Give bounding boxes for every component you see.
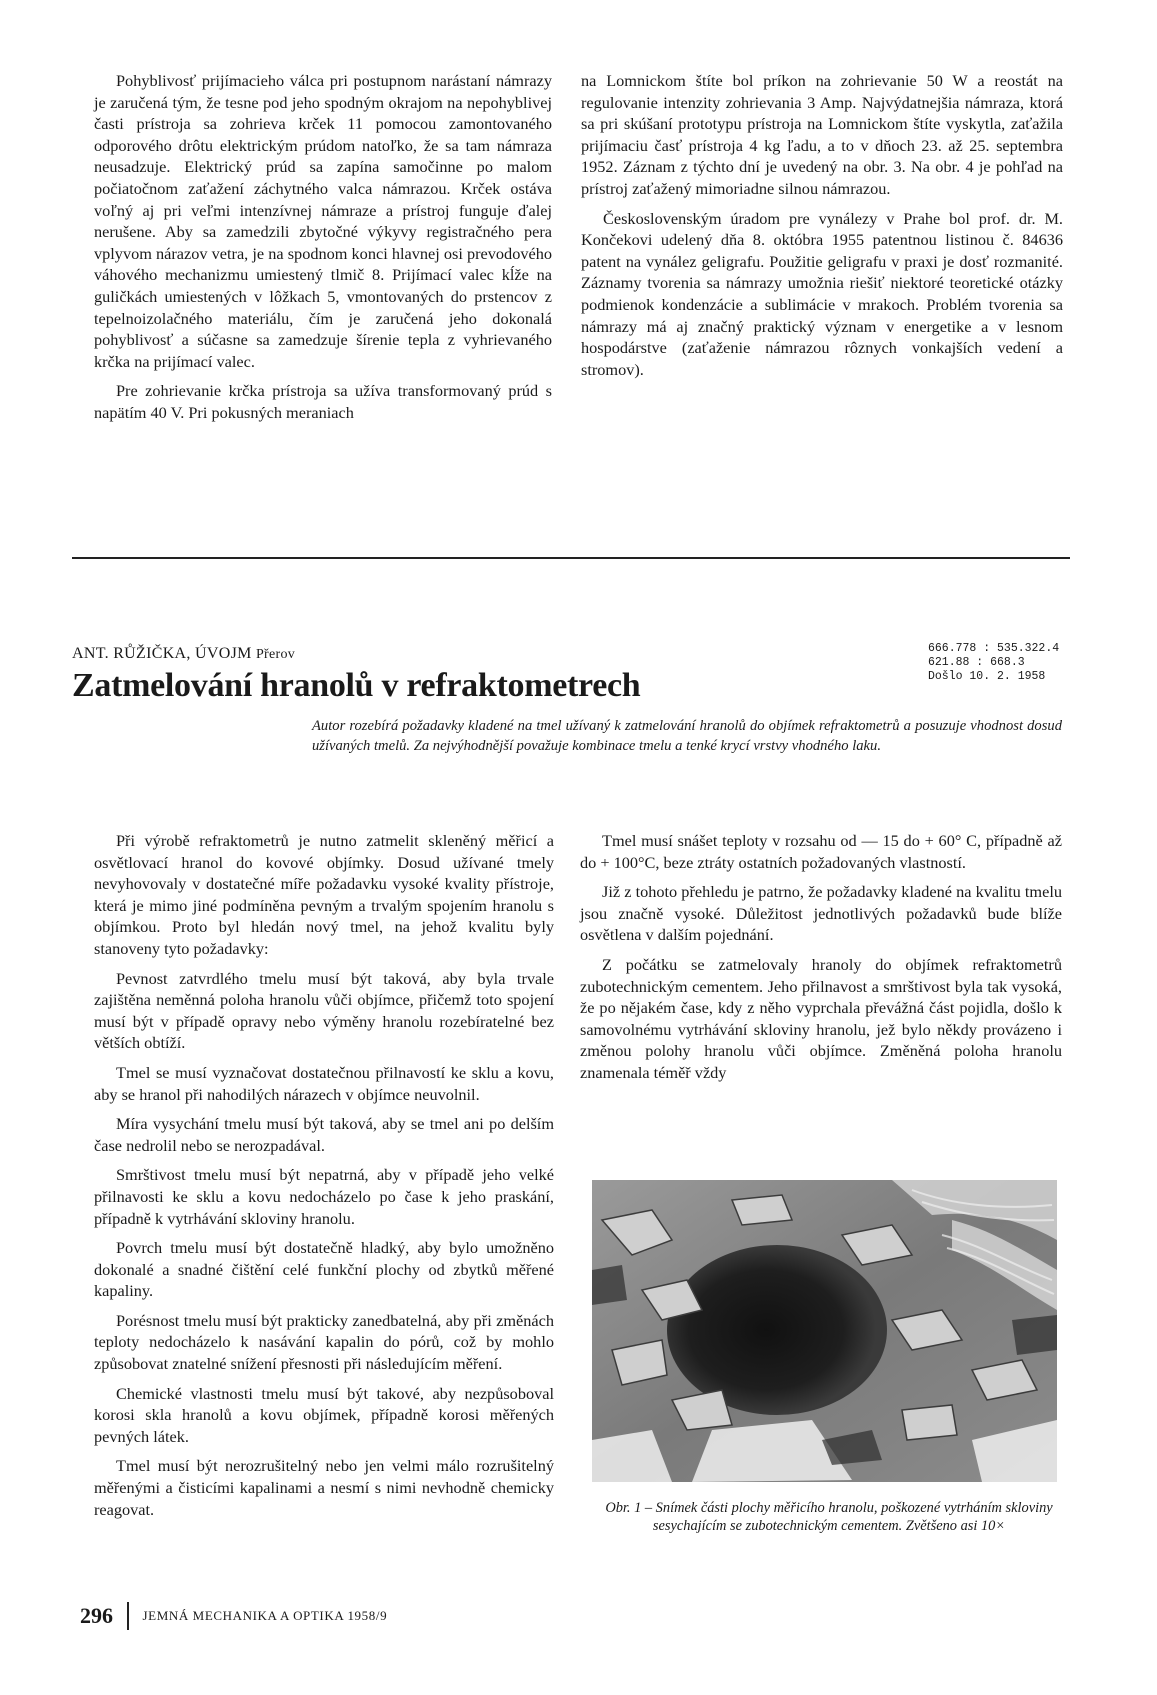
top-left-paragraph-2: Pre zohrievanie krčka prístroja sa užíva transformovaný prúd s napätím 40 V. Pri pokusných meraniach [94,381,552,422]
article-paragraph: Při výrobě refraktometrů je nutno zatmelit skleněný měřicí a osvětlovací hranol do kovové objímky. Dosud užívané tmely nevyhovovaly v dostatečné míře požadavku vysoké kvality přístroje, která je mimo jiné podmíněna pevným a trvalým spojením hranolu s objímkou. Proto byl hledán nový tmel, na jehož kvalitu byly stanoveny tyto požadavky: [94,831,554,958]
classification-line-1: 666.778 : 535.322.4 [928,642,1060,655]
classification-codes [928,642,1059,684]
article-right-column [580,830,1062,1092]
top-right-paragraph-1: na Lomnickom štíte bol príkon na zohrievanie 50 W a reostát na regulovanie intenzity zohrievania 3 Amp. Najvýdatnejšia námraza, ktorá sa pri skúšaní prototypu prístroja na Lomnickom štíte vyskytla, zaťažila prijímaciu časť prístroja 4 kg ľadu, a to v dňoch 23. až 25. septembra 1952. Záznam z týchto dní je uvedený na obr. 3. Na obr. 4 je pohľad na prístroj zaťažený mimoriadne silnou námrazou. [581,71,1063,198]
footer-separator [127,1602,129,1630]
article-paragraph: Chemické vlastnosti tmelu musí být takové, aby nezpůsoboval korosi skla hranolů a kovu objímek, případně korosi měřených pevných látek. [94,1383,554,1446]
article-paragraph: Porésnost tmelu musí být prakticky zanedbatelná, aby při změnách teploty nedocházelo k nasávání kapalin do pórů, což by mohlo způsobovat znatelné snížení přesnosti při následujícím měření. [94,1310,554,1374]
figure-photo-prism-surface [592,1180,1057,1482]
author-name: ANT. RŮŽIČKA, ÚVOJM [72,645,252,662]
classification-line-2: 621.88 : 668.3 [928,656,1025,669]
journal-name: JEMNÁ MECHANIKA A OPTIKA 1958/9 [142,1608,388,1623]
article-paragraph: Již z tohoto přehledu je patrno, že požadavky kladené na kvalitu tmelu jsou značně vysoké. Důležitost jednotlivých požadavků bude blíže osvětlena v dalším pojednání. [580,882,1062,945]
top-right-paragraph-2: Československým úradom pre vynálezy v Prahe bol prof. dr. M. Končekovi udelený dňa 8. októbra 1955 patentnou listinou č. 84636 patent na vynález geligrafu. Použitie geligrafu v praxi je dosť rozmanité. Záznamy tvorenia sa námrazy umožnia riešiť niektoré teoretické otázky podmienok kondenzácie a sublimácie v mrakoch. Problém tvorenia sa námrazy má aj značný praktický význam v energetike a v lesnom hospodárstve (zaťaženie námrazou rôznych vonkajších vedení a stromov). [581,208,1063,379]
page-footer [80,1602,387,1630]
article-paragraph: Tmel musí snášet teploty v rozsahu od — 15 do + 60° C, případně až do + 100°C, beze ztráty ostatních požadovaných vlastností. [580,831,1062,872]
article-paragraph: Míra vysychání tmelu musí být taková, aby se tmel ani po delším čase nedrolil nebo se nerozpadával. [94,1114,554,1155]
top-left-paragraph-1: Pohyblivosť prijímacieho válca pri postupnom narástaní námrazy je zaručená tým, že tesne pod jeho spodným okrajom na nepohyblivej časti prístroja sa zohrieva krček 11 pomocou zamontovaného odporového drôtu elektrickým prúdom natoľko, že sa tam námraza neusadzuje. Elektrický prúd sa zapína samočinne po malom počiatočnom zaťažení záchytného valca námrazou. Krček ostáva voľný aj pri veľmi intenzívnej námraze a prístroj funguje ďalej nerušene. Aby sa zamedzili zbytočné výkyvy registračného pera vplyvom nárazov vetra, je na spodnom konci hlavnej osi prevodového váhového mechanizmu umiestený tlmič 8. Prijímací valec kĺže na guličkách umiestených v lôžkach 5, vmontovaných do prstencov z tepelnoizolačného materiálu, čím je zaručená jeho dokonalá pohyblivosť a súčasne sa zamedzuje šírenie tepla z vyhrievaného krčka na prijímací valec. [94,71,552,371]
figure-caption: Obr. 1 – Snímek části plochy měřicího hranolu, poškozené vytrháním skloviny sesychajícím se zubotechnickým cementem. Zvětšeno asi 10× [605,1500,1053,1534]
top-left-column [94,70,552,432]
page-number: 296 [80,1603,113,1628]
article-paragraph: Tmel musí být nerozrušitelný nebo jen velmi málo rozrušitelný měřenými a čisticími kapalinami a nesmí s nimi nevhodně chemicky reagovat. [94,1456,554,1519]
article-paragraph: Povrch tmelu musí být dostatečně hladký, aby bylo umožněno dokonalé a snadné čištění celé funkční plochy od zbytků měřené kapaliny. [94,1238,554,1301]
top-right-column [581,70,1063,388]
section-divider [72,557,1070,559]
article-title: Zatmelování hranolů v refraktometrech [72,667,641,704]
article-left-column [94,830,554,1528]
author-place: Přerov [255,647,296,662]
author-line [72,645,295,663]
article-abstract: Autor rozebírá požadavky kladené na tmel užívaný k zatmelování hranolů do objímek refraktometrů a posuzuje vhodnost dosud užívaných tmelů. Za nejvýhodnější považuje kombinace tmelu a tenké krycí vrstvy vhodného laku. [312,718,1062,754]
article-paragraph: Z počátku se zatmelovaly hranoly do objímek refraktometrů zubotechnickým cementem. Jeho přilnavost a smrštivost byla tak vysoká, že po nějakém čase, kdy z něho vyprchala převážná část pojidla, došlo k samovolnému vytrhávání skloviny hranolu, jež bylo někdy provázeno i změnou polohy hranolu vůči objímce. Změněná poloha hranolu znamenala téměř vždy [580,954,1062,1082]
article-paragraph: Smrštivost tmelu musí být nepatrná, aby v případě jeho velké přilnavosti ke sklu a kovu nedocházelo po čase k jeho praskání, případně k vytrhávání skloviny hranolu. [94,1165,554,1228]
article-paragraph: Tmel se musí vyznačovat dostatečnou přilnavostí ke sklu a kovu, aby se hranol při nahodilých nárazech v objímce neuvolnil. [94,1062,554,1104]
received-date: Došlo 10. 2. 1958 [928,670,1046,683]
article-paragraph: Pevnost zatvrdlého tmelu musí být taková, aby byla trvale zajištěna neměnná poloha hranolu vůči objímce, přičemž toto spojení musí být v případě opravy nebo výměny hranolu rozebíratelné bez větších obtíží. [94,968,554,1053]
